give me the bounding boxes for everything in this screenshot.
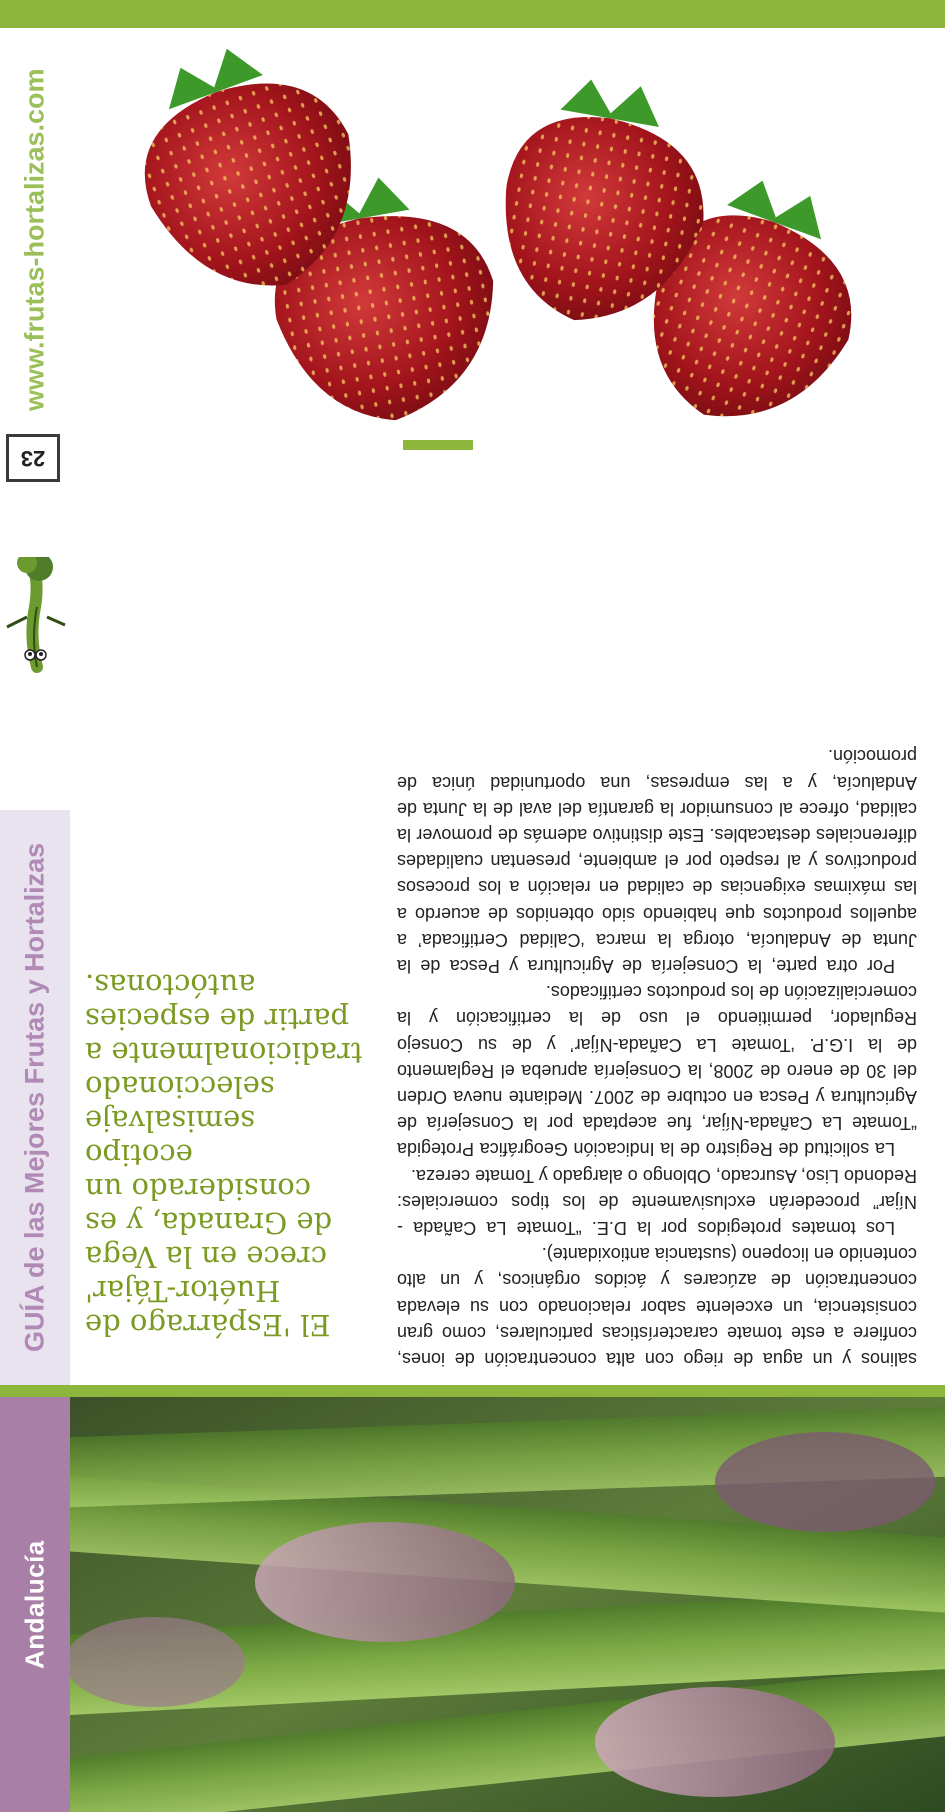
pull-quote — [85, 968, 365, 1342]
page-number: 23 — [6, 434, 60, 482]
region-label: Andalucía — [19, 1540, 50, 1669]
paragraph: Por otra parte, la Consejería de Agricultura y Pesca de la Junta de Andalucía, otorga la marca ‘Calidad Certificada’ a aquellos productos que habiendo sido obtenidos de acuerdo a las máximas exigencias de calidad en relación a los procesos productivos y al respeto por el ambiente, presentan cualidades diferenciales destacables. Este distintivo además de promover la calidad, ofrece al consumidor la garantía del aval de la Junta de Andalucía, y a las empresas, una oportunidad única de promoción. — [397, 746, 917, 976]
strawberry-photo — [70, 28, 945, 432]
website-url: www.frutas-hortalizas.com — [19, 68, 50, 411]
section-divider — [0, 1385, 945, 1397]
paragraph: salinos y un agua de riego con alta concentración de iones, confiere a este tomate características particulares, como gran consistencia, un excelente sabor relacionado con su elevada concentración de azúcares y ácidos orgánicos, y un alto contenido en licopeno (sustancia antioxidante). — [397, 1244, 917, 1369]
paragraph: La solicitud de Registro de la Indicación Geográfica Protegida “Tomate La Cañada-Níjar, fue aceptada por la Consejería de Agricultura y Pesca en octubre de 2007. Mediante nueva Orden del 30 de enero de 2008, la Consejería aprueba el Reglamento de la I.G.P. ‘Tomate La Cañada-Níjar’ y de su Consejo Regulador, permitiendo el uso de la certificación y la comercialización de los productos certificados. — [397, 982, 917, 1160]
pull-quote-text: El 'Espárrago de Huétor-Tájar' crece en la Vega de Granada, y es considerado un ecotipo semisalvaje seleccionado tradicionalmente a partir de especies autóctonas. — [85, 968, 363, 1342]
article-body — [397, 743, 917, 1372]
paragraph: Los tomates protegidos por la D.E. “Tomate La Cañada - Níjar” procederán exclusivamente de los tipos comerciales: Redondo Liso, Asurcado, Oblongo o alargado y Tomate cereza. — [397, 1165, 917, 1238]
asparagus-mascot — [0, 557, 77, 677]
end-of-article-bar — [403, 440, 473, 450]
asparagus-photo — [70, 1397, 945, 1812]
page-edge-bar — [0, 0, 945, 28]
guide-title: GUÍA de las Mejores Frutas y Hortalizas — [19, 842, 50, 1353]
